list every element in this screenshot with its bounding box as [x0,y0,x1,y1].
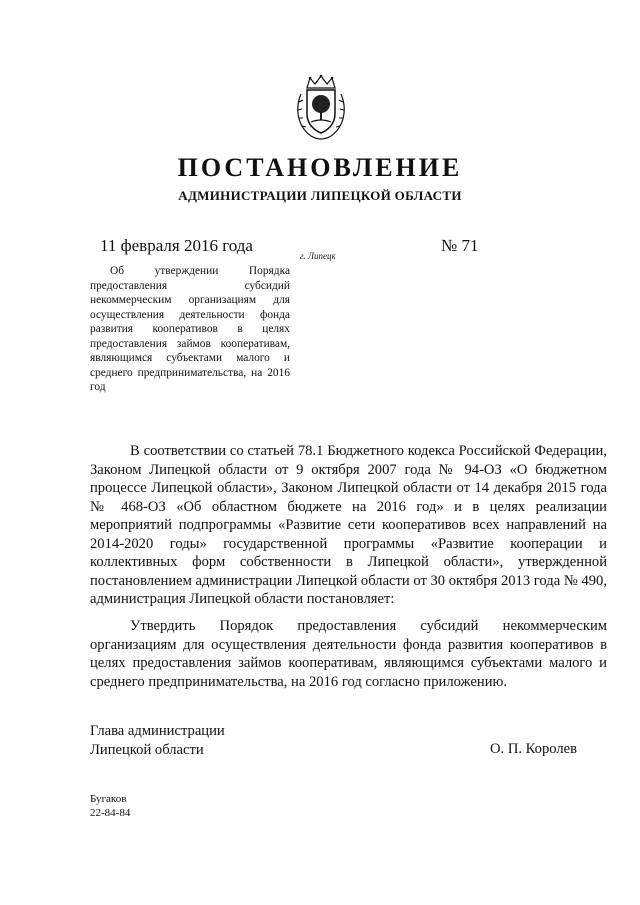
document-title: ПОСТАНОВЛЕНИЕ [177,153,463,182]
document-issuer: АДМИНИСТРАЦИИ ЛИПЕЦКОЙ ОБЛАСТИ [178,188,462,203]
signatory-position-line-1: Глава администрации [90,723,225,739]
coat-of-arms-icon [293,74,349,142]
document-city: г. Липецк [300,251,336,261]
body-paragraph-1: В соответствии со статьей 78.1 Бюджетного кодекса Российской Федерации, Законом Липецкой области от 9 октября 2007 года № 94-ОЗ «О бюджетном процессе Липецкой области», Законом Липецкой области от 14 декабря 2015 года № 468-ОЗ «Об областном бюджете на 2016 год» и в целях реализации мероприятий подпрограммы «Развитие сети кооперативов всех направлений на 2014-2020 годы» государственной программы «Развитие кооперации и коллективных форм собственности в Липецкой области», утвержденной постановлением администрации Липецкой области от 30 октября 2013 года № 490, администрация Липецкой области постановляет: [90,443,607,607]
executor-block [90,792,130,820]
executor-phone: 22-84-84 [90,807,131,819]
signatory-position [90,722,225,759]
signatory-name: О. П. Королев [490,741,578,757]
document-number: № 71 [441,236,479,255]
document-date: 11 февраля 2016 года [100,236,253,255]
body-paragraph-2: Утвердить Порядок предоставления субсидий некоммерческим организациям для осуществления деятельности фонда развития кооперативов в целях предоставления займов кооперативам, являющимся субъектами малого и среднего предпринимательства, на 2016 год согласно приложению. [90,618,607,690]
executor-name: Бугаков [90,793,127,805]
document-subject: Об утверждении Порядка предоставления субсидий некоммерческим организациям для осуществления деятельности фонда развития кооперативов в целях предоставления займов кооперативам, являющимся субъектами малого и среднего предпринимательства, на 2016 год [90,265,290,393]
signatory-position-line-2: Липецкой области [90,741,204,758]
